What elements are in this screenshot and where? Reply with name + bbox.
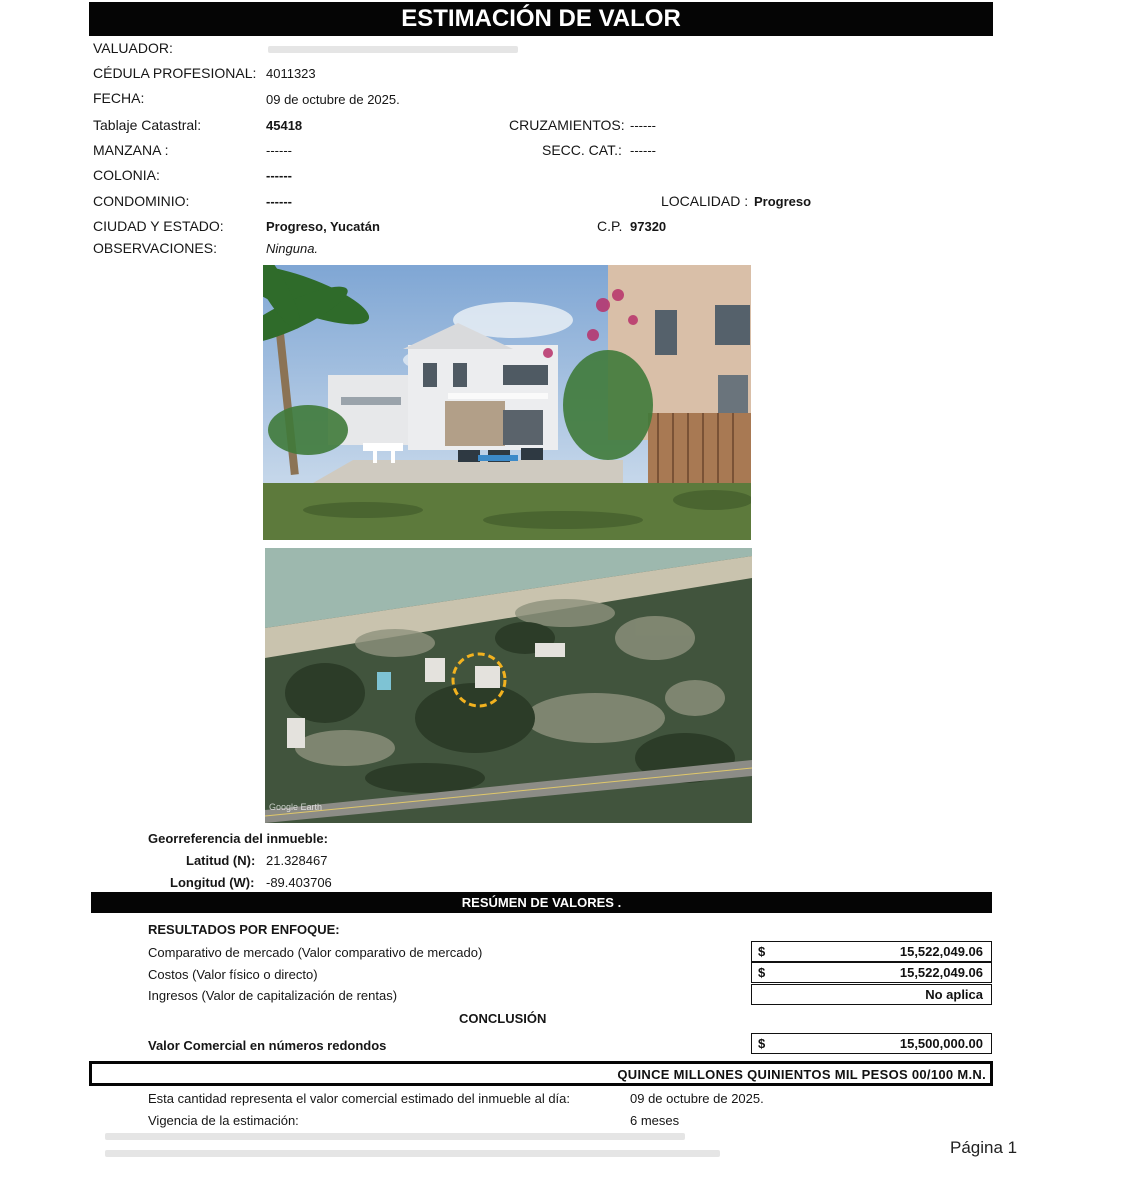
page-number: Página 1 [950, 1138, 1018, 1157]
value-box-final [751, 1033, 992, 1054]
cruzamientos-label: CRUZAMIENTOS: [509, 117, 625, 133]
amount-in-words: QUINCE MILLONES QUINIENTOS MIL PESOS 00/100 M.N. [617, 1067, 986, 1082]
colonia-value: ------ [266, 168, 292, 183]
longitude-label: Longitud (W): [170, 875, 255, 890]
tablaje-value: 45418 [266, 118, 303, 133]
final-value: 15,500,000.00 [899, 1036, 983, 1051]
georef-title: Georreferencia del inmueble: [148, 831, 328, 846]
validity-date: 09 de octubre de 2025. [630, 1091, 764, 1106]
manzana-label: MANZANA : [93, 142, 169, 158]
summary-section-title: RESÚMEN DE VALORES . [91, 892, 992, 913]
cedula-label: CÉDULA PROFESIONAL: [93, 65, 257, 81]
google-earth-watermark: Google Earth [269, 802, 323, 812]
latitude-value: 21.328467 [266, 853, 328, 868]
valuador-label: VALUADOR: [93, 40, 173, 56]
amount-in-words-box [89, 1061, 993, 1086]
value-ingresos: No aplica [925, 987, 983, 1002]
value-comparativo: 15,522,049.06 [899, 944, 983, 959]
conclusion-title: CONCLUSIÓN [459, 1011, 547, 1026]
currency-symbol: $ [758, 944, 766, 959]
secc-cat-value: ------ [630, 143, 656, 158]
value-costos: 15,522,049.06 [899, 965, 983, 980]
vigencia-label: Vigencia de la estimación: [148, 1113, 299, 1128]
value-box-ingresos [751, 984, 992, 1005]
value-box-comparativo [751, 941, 992, 962]
document-title: ESTIMACIÓN DE VALOR [89, 2, 993, 36]
property-photo [263, 265, 751, 540]
manzana-value: ------ [266, 143, 292, 158]
localidad-value: Progreso [754, 194, 812, 209]
observaciones-value: Ninguna. [266, 241, 319, 256]
fecha-value: 09 de octubre de 2025. [266, 92, 400, 107]
row-label-ingresos: Ingresos (Valor de capitalización de rentas) [148, 988, 398, 1003]
currency-symbol: $ [758, 1036, 766, 1051]
condominio-label: CONDOMINIO: [93, 193, 190, 209]
cp-value: 97320 [630, 219, 667, 234]
secc-cat-label: SECC. CAT.: [542, 142, 622, 158]
vigencia-value: 6 meses [630, 1113, 680, 1128]
observaciones-label: OBSERVACIONES: [93, 240, 217, 256]
validity-text: Esta cantidad representa el valor comercial estimado del inmueble al día: [148, 1091, 571, 1106]
redacted-footer-line-1 [105, 1133, 685, 1140]
satellite-map [265, 548, 752, 823]
redacted-valuador [268, 46, 518, 53]
ciudad-value: Progreso, Yucatán [266, 219, 380, 234]
colonia-label: COLONIA: [93, 167, 160, 183]
cedula-value: 4011323 [266, 66, 316, 81]
results-title: RESULTADOS POR ENFOQUE: [148, 922, 340, 937]
longitude-value: -89.403706 [266, 875, 332, 890]
redacted-footer-line-2 [105, 1150, 720, 1157]
condominio-value: ------ [266, 194, 292, 209]
row-label-comparativo: Comparativo de mercado (Valor comparativo de mercado) [148, 945, 483, 960]
final-value-label: Valor Comercial en números redondos [148, 1038, 387, 1053]
currency-symbol: $ [758, 965, 766, 980]
value-box-costos [751, 962, 992, 983]
localidad-label: LOCALIDAD : [661, 193, 749, 209]
row-label-costos: Costos (Valor físico o directo) [148, 967, 318, 982]
ciudad-label: CIUDAD Y ESTADO: [93, 218, 224, 234]
latitude-label: Latitud (N): [186, 853, 256, 868]
cruzamientos-value: ------ [630, 118, 656, 133]
tablaje-label: Tablaje Catastral: [93, 117, 202, 133]
fecha-label: FECHA: [93, 90, 145, 106]
cp-label: C.P. [597, 218, 623, 234]
